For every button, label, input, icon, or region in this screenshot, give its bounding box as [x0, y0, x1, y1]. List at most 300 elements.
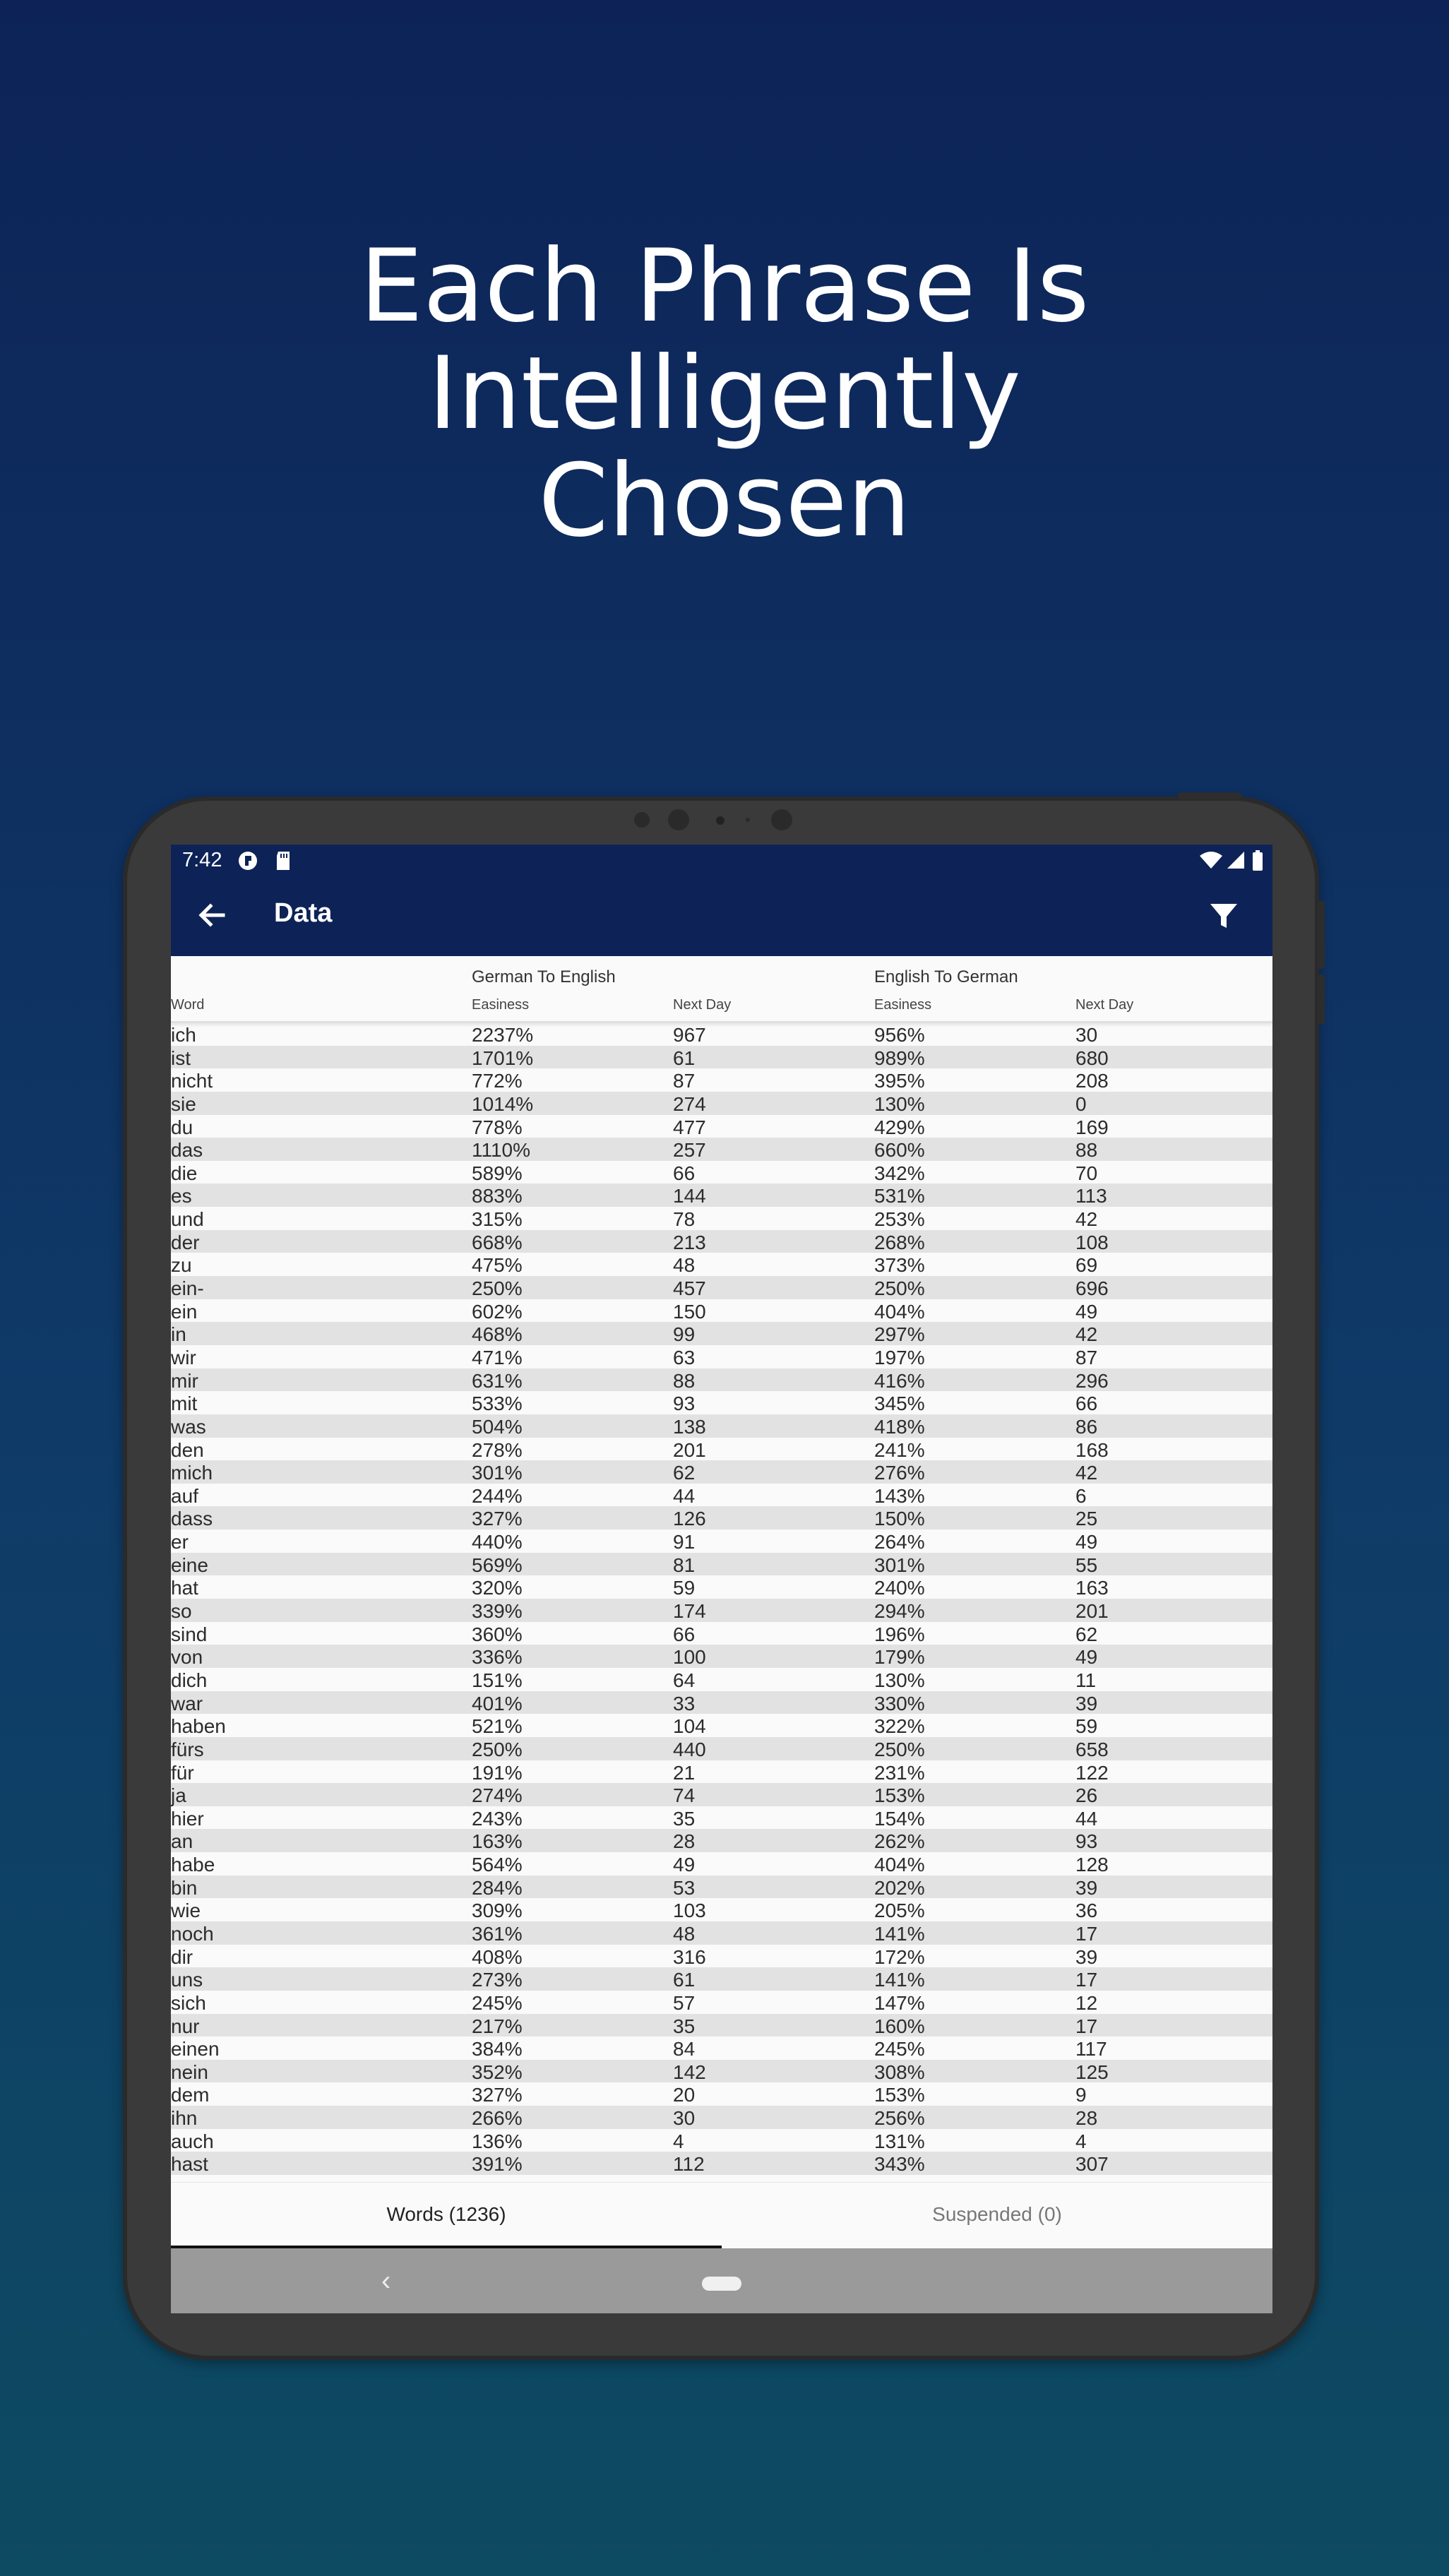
- cell-easiness-de-en: 504%: [472, 1415, 523, 1438]
- cell-next-day-en-de: 307: [1075, 2153, 1109, 2176]
- table-row[interactable]: [171, 1645, 1272, 1668]
- cell-word: nein: [171, 2061, 208, 2083]
- cell-easiness-de-en: 589%: [472, 1162, 523, 1184]
- cell-next-day-de-en: 35: [673, 2015, 696, 2037]
- cell-easiness-en-de: 294%: [874, 1600, 925, 1623]
- notification-icon: [237, 850, 258, 871]
- cell-next-day-en-de: 88: [1075, 1139, 1098, 1162]
- table-row[interactable]: [171, 1276, 1272, 1299]
- status-time: 7:42: [182, 849, 222, 871]
- table-row[interactable]: [171, 1806, 1272, 1830]
- cell-next-day-de-en: 61: [673, 1046, 696, 1069]
- table-row[interactable]: [171, 1299, 1272, 1323]
- headline: [0, 228, 1449, 559]
- cell-easiness-en-de: 147%: [874, 1991, 925, 2014]
- cell-next-day-en-de: 93: [1075, 1830, 1098, 1853]
- cell-next-day-de-en: 49: [673, 1854, 696, 1876]
- cell-easiness-en-de: 179%: [874, 1646, 925, 1669]
- table-row[interactable]: [171, 1945, 1272, 1968]
- cell-next-day-de-en: 967: [673, 1024, 706, 1046]
- table-row[interactable]: [171, 1484, 1272, 1507]
- table-row[interactable]: [171, 1530, 1272, 1553]
- headline-line-1: Each Phrase Is: [359, 228, 1090, 345]
- cell-easiness-en-de: 418%: [874, 1415, 925, 1438]
- cell-easiness-de-en: 521%: [472, 1715, 523, 1738]
- cell-next-day-de-en: 21: [673, 1761, 696, 1784]
- column-header-word[interactable]: Word: [171, 997, 205, 1013]
- table-row[interactable]: [171, 1737, 1272, 1760]
- cell-next-day-en-de: 42: [1075, 1323, 1098, 1346]
- cell-easiness-en-de: 241%: [874, 1438, 925, 1461]
- cell-next-day-de-en: 150: [673, 1300, 706, 1323]
- headline-line-2: Intelligently: [428, 335, 1021, 452]
- sd-card-icon: [274, 850, 292, 871]
- table-row[interactable]: [171, 1829, 1272, 1852]
- cell-easiness-en-de: 404%: [874, 1300, 925, 1323]
- table-row[interactable]: [171, 1230, 1272, 1253]
- cell-easiness-en-de: 301%: [874, 1554, 925, 1576]
- cell-next-day-en-de: 17: [1075, 1922, 1098, 1945]
- cell-next-day-de-en: 81: [673, 1554, 696, 1576]
- cell-easiness-de-en: 778%: [472, 1116, 523, 1138]
- cell-next-day-en-de: 296: [1075, 1369, 1109, 1392]
- cell-easiness-en-de: 153%: [874, 2084, 925, 2106]
- cell-word: er: [171, 1531, 189, 1554]
- table-row[interactable]: [171, 1368, 1272, 1392]
- cell-easiness-en-de: 268%: [874, 1231, 925, 1253]
- cell-word: einen: [171, 2038, 220, 2061]
- cell-easiness-en-de: 404%: [874, 1854, 925, 1876]
- cell-easiness-de-en: 284%: [472, 1876, 523, 1899]
- cell-easiness-en-de: 343%: [874, 2153, 925, 2176]
- filter-icon[interactable]: [1206, 898, 1241, 934]
- cell-next-day-en-de: 163: [1075, 1577, 1109, 1599]
- cell-word: mich: [171, 1462, 213, 1484]
- cell-easiness-de-en: 320%: [472, 1577, 523, 1599]
- cell-next-day-de-en: 91: [673, 1531, 696, 1554]
- cell-easiness-en-de: 429%: [874, 1116, 925, 1138]
- cell-word: ihn: [171, 2107, 198, 2130]
- cell-easiness-de-en: 217%: [472, 2015, 523, 2037]
- cell-easiness-de-en: 1014%: [472, 1092, 534, 1115]
- table-row[interactable]: [171, 2082, 1272, 2106]
- cell-easiness-en-de: 297%: [874, 1323, 925, 1346]
- front-camera: [771, 809, 792, 830]
- cell-next-day-de-en: 93: [673, 1393, 696, 1415]
- cell-next-day-de-en: 48: [673, 1922, 696, 1945]
- sensor-dot: [716, 816, 724, 825]
- cell-next-day-de-en: 66: [673, 1623, 696, 1645]
- cell-easiness-de-en: 327%: [472, 2084, 523, 2106]
- cell-next-day-en-de: 0: [1075, 1092, 1087, 1115]
- cell-next-day-de-en: 20: [673, 2084, 696, 2106]
- cell-easiness-de-en: 668%: [472, 1231, 523, 1253]
- cell-easiness-de-en: 244%: [472, 1484, 523, 1507]
- table-row[interactable]: [171, 1322, 1272, 1345]
- cell-word: für: [171, 1761, 194, 1784]
- power-button: [1178, 792, 1241, 799]
- cell-easiness-en-de: 250%: [874, 1738, 925, 1760]
- cell-word: den: [171, 1438, 204, 1461]
- table-row[interactable]: [171, 1691, 1272, 1715]
- cell-next-day-de-en: 64: [673, 1669, 696, 1691]
- cell-next-day-en-de: 6: [1075, 1484, 1087, 1507]
- cell-easiness-en-de: 989%: [874, 1046, 925, 1069]
- cell-next-day-de-en: 440: [673, 1738, 706, 1760]
- cell-next-day-en-de: 658: [1075, 1738, 1109, 1760]
- cell-next-day-en-de: 70: [1075, 1162, 1098, 1184]
- cell-word: du: [171, 1116, 193, 1138]
- cell-word: dich: [171, 1669, 208, 1691]
- cell-word: sich: [171, 1991, 206, 2014]
- cell-word: wie: [171, 1900, 201, 1922]
- cell-easiness-en-de: 956%: [874, 1024, 925, 1046]
- cell-easiness-de-en: 631%: [472, 1369, 523, 1392]
- front-camera: [668, 809, 689, 830]
- cell-easiness-en-de: 250%: [874, 1277, 925, 1300]
- cell-easiness-en-de: 172%: [874, 1945, 925, 1968]
- cell-next-day-en-de: 17: [1075, 1969, 1098, 1991]
- cell-word: noch: [171, 1922, 214, 1945]
- cell-easiness-de-en: 273%: [472, 1969, 523, 1991]
- cell-next-day-de-en: 61: [673, 1969, 696, 1991]
- headline-line-3: Chosen: [538, 443, 911, 559]
- column-header-next-day-de-en[interactable]: Next Day: [673, 997, 732, 1013]
- cell-easiness-de-en: 301%: [472, 1462, 523, 1484]
- cell-easiness-de-en: 384%: [472, 2038, 523, 2061]
- cell-easiness-en-de: 150%: [874, 1508, 925, 1530]
- cell-easiness-de-en: 602%: [472, 1300, 523, 1323]
- cell-next-day-en-de: 12: [1075, 1991, 1098, 2014]
- cell-next-day-en-de: 25: [1075, 1508, 1098, 1530]
- cell-next-day-de-en: 274: [673, 1092, 706, 1115]
- cell-easiness-de-en: 1701%: [472, 1046, 534, 1069]
- device-screen: [171, 845, 1272, 2313]
- cell-next-day-en-de: 680: [1075, 1046, 1109, 1069]
- cell-next-day-en-de: 122: [1075, 1761, 1109, 1784]
- cell-next-day-en-de: 36: [1075, 1900, 1098, 1922]
- table-row[interactable]: [171, 1460, 1272, 1484]
- cell-easiness-de-en: 360%: [472, 1623, 523, 1645]
- cell-next-day-en-de: 39: [1075, 1945, 1098, 1968]
- cell-next-day-de-en: 257: [673, 1139, 706, 1162]
- cell-word: ein: [171, 1300, 198, 1323]
- sensor-dot: [634, 812, 650, 828]
- table-row[interactable]: [171, 2060, 1272, 2083]
- cell-next-day-de-en: 88: [673, 1369, 696, 1392]
- cell-word: dass: [171, 1508, 213, 1530]
- cell-next-day-en-de: 44: [1075, 1807, 1098, 1830]
- group-header-german-to-english: German To English: [472, 967, 616, 986]
- cell-easiness-en-de: 276%: [874, 1462, 925, 1484]
- cell-easiness-de-en: 191%: [472, 1761, 523, 1784]
- cell-word: an: [171, 1830, 193, 1853]
- cell-easiness-en-de: 322%: [874, 1715, 925, 1738]
- cell-word: es: [171, 1185, 192, 1208]
- system-nav-bar: [171, 2248, 1272, 2313]
- cell-word: dir: [171, 1945, 193, 1968]
- cell-next-day-en-de: 30: [1075, 1024, 1098, 1046]
- cell-easiness-en-de: 197%: [874, 1346, 925, 1368]
- cell-easiness-en-de: 141%: [874, 1969, 925, 1991]
- cell-easiness-de-en: 151%: [472, 1669, 523, 1691]
- column-header-easiness-en-de[interactable]: Easiness: [874, 997, 932, 1013]
- cell-next-day-de-en: 316: [673, 1945, 706, 1968]
- cell-easiness-en-de: 154%: [874, 1807, 925, 1830]
- cell-next-day-de-en: 213: [673, 1231, 706, 1253]
- cell-easiness-en-de: 253%: [874, 1208, 925, 1231]
- cell-next-day-de-en: 174: [673, 1600, 706, 1623]
- cell-next-day-en-de: 86: [1075, 1415, 1098, 1438]
- cell-next-day-en-de: 49: [1075, 1300, 1098, 1323]
- cell-next-day-de-en: 100: [673, 1646, 706, 1669]
- cell-easiness-de-en: 361%: [472, 1922, 523, 1945]
- tab-bar: [171, 2182, 1272, 2249]
- cell-word: sie: [171, 1092, 196, 1115]
- cell-next-day-de-en: 87: [673, 1070, 696, 1092]
- cell-next-day-en-de: 66: [1075, 1393, 1098, 1415]
- tab-suspended[interactable]: Suspended (0): [932, 2203, 1062, 2225]
- cell-easiness-en-de: 153%: [874, 1784, 925, 1807]
- cell-easiness-en-de: 202%: [874, 1876, 925, 1899]
- cell-easiness-en-de: 373%: [874, 1254, 925, 1277]
- cell-easiness-en-de: 143%: [874, 1484, 925, 1507]
- cell-easiness-en-de: 395%: [874, 1070, 925, 1092]
- cell-next-day-de-en: 53: [673, 1876, 696, 1899]
- cell-next-day-en-de: 49: [1075, 1531, 1098, 1554]
- cell-next-day-de-en: 104: [673, 1715, 706, 1738]
- cell-word: haben: [171, 1715, 226, 1738]
- cell-word: zu: [171, 1254, 192, 1277]
- cell-next-day-de-en: 112: [673, 2153, 705, 2176]
- table-row[interactable]: [171, 1852, 1272, 1876]
- cell-easiness-en-de: 130%: [874, 1669, 925, 1691]
- cell-word: dem: [171, 2084, 210, 2106]
- table-row[interactable]: [171, 1022, 1272, 1046]
- table-row[interactable]: [171, 1783, 1272, 1806]
- cell-next-day-en-de: 39: [1075, 1876, 1098, 1899]
- group-header-english-to-german: English To German: [874, 967, 1018, 986]
- cell-next-day-en-de: 208: [1075, 1070, 1109, 1092]
- cell-next-day-de-en: 66: [673, 1162, 696, 1184]
- table-row[interactable]: [171, 1438, 1272, 1461]
- cell-word: von: [171, 1646, 203, 1669]
- cell-next-day-de-en: 4: [673, 2130, 684, 2152]
- cell-next-day-en-de: 117: [1075, 2038, 1107, 2061]
- cell-easiness-de-en: 136%: [472, 2130, 523, 2152]
- table-row[interactable]: [171, 1207, 1272, 1230]
- volume-button-up: [1318, 901, 1325, 969]
- cell-next-day-en-de: 59: [1075, 1715, 1098, 1738]
- cell-easiness-de-en: 245%: [472, 1991, 523, 2014]
- cell-word: ich: [171, 1024, 196, 1046]
- table-row[interactable]: [171, 1092, 1272, 1115]
- table-row[interactable]: [171, 2129, 1272, 2152]
- cell-next-day-en-de: 125: [1075, 2061, 1109, 2083]
- cell-easiness-en-de: 342%: [874, 1162, 925, 1184]
- cell-next-day-de-en: 142: [673, 2061, 706, 2083]
- cell-next-day-en-de: 108: [1075, 1231, 1109, 1253]
- cell-easiness-de-en: 274%: [472, 1784, 523, 1807]
- cell-easiness-en-de: 660%: [874, 1139, 925, 1162]
- table-row[interactable]: [171, 1183, 1272, 1207]
- cell-easiness-en-de: 245%: [874, 2038, 925, 2061]
- cell-word: habe: [171, 1854, 215, 1876]
- cell-easiness-de-en: 163%: [472, 1830, 523, 1853]
- table-row[interactable]: [171, 1391, 1272, 1414]
- cell-next-day-de-en: 103: [673, 1900, 706, 1922]
- table-row[interactable]: [171, 1921, 1272, 1945]
- cell-next-day-en-de: 42: [1075, 1208, 1098, 1231]
- table-row[interactable]: [171, 1414, 1272, 1438]
- battery-icon: [1251, 850, 1264, 871]
- table-row[interactable]: [171, 1506, 1272, 1530]
- cell-word: so: [171, 1600, 192, 1623]
- cell-word: auch: [171, 2130, 214, 2152]
- cell-word: eine: [171, 1554, 208, 1576]
- table-row[interactable]: [171, 1253, 1272, 1276]
- table-row[interactable]: [171, 1575, 1272, 1599]
- cell-easiness-de-en: 243%: [472, 1807, 523, 1830]
- cell-next-day-en-de: 62: [1075, 1623, 1098, 1645]
- cell-easiness-de-en: 278%: [472, 1438, 523, 1461]
- cell-easiness-en-de: 256%: [874, 2107, 925, 2130]
- cell-word: die: [171, 1162, 198, 1184]
- cell-next-day-en-de: 55: [1075, 1554, 1098, 1576]
- cell-next-day-de-en: 126: [673, 1508, 706, 1530]
- cell-easiness-de-en: 266%: [472, 2107, 523, 2130]
- cell-easiness-en-de: 345%: [874, 1393, 925, 1415]
- cell-easiness-de-en: 468%: [472, 1323, 523, 1346]
- cell-next-day-en-de: 87: [1075, 1346, 1098, 1368]
- cell-next-day-en-de: 9: [1075, 2084, 1087, 2106]
- cell-next-day-de-en: 44: [673, 1484, 696, 1507]
- table-row[interactable]: [171, 2152, 1272, 2175]
- cell-easiness-de-en: 471%: [472, 1346, 523, 1368]
- cell-easiness-de-en: 339%: [472, 1600, 523, 1623]
- cell-next-day-de-en: 48: [673, 1254, 696, 1277]
- cell-next-day-en-de: 11: [1075, 1669, 1097, 1691]
- nav-home-pill[interactable]: [702, 2277, 741, 2291]
- cell-word: mir: [171, 1369, 198, 1392]
- table-header: [171, 956, 1272, 1023]
- table-row[interactable]: [171, 1622, 1272, 1645]
- cell-next-day-en-de: 168: [1075, 1438, 1109, 1461]
- cell-word: nur: [171, 2015, 200, 2037]
- cell-word: das: [171, 1139, 203, 1162]
- cell-word: wir: [171, 1346, 196, 1368]
- cell-easiness-en-de: 196%: [874, 1623, 925, 1645]
- cell-easiness-de-en: 440%: [472, 1531, 523, 1554]
- cell-next-day-en-de: 696: [1075, 1277, 1109, 1300]
- cell-next-day-en-de: 201: [1075, 1600, 1109, 1623]
- table-row[interactable]: [171, 1553, 1272, 1576]
- cell-next-day-de-en: 99: [673, 1323, 696, 1346]
- cell-easiness-en-de: 141%: [874, 1922, 925, 1945]
- cell-next-day-en-de: 42: [1075, 1462, 1098, 1484]
- cell-word: hier: [171, 1807, 204, 1830]
- table-row[interactable]: [171, 1668, 1272, 1691]
- back-arrow-icon[interactable]: [192, 895, 232, 935]
- cell-next-day-en-de: 39: [1075, 1692, 1098, 1715]
- cell-word: uns: [171, 1969, 203, 1991]
- table-row[interactable]: [171, 1046, 1272, 1069]
- cell-easiness-en-de: 131%: [874, 2130, 925, 2152]
- cell-easiness-de-en: 250%: [472, 1738, 523, 1760]
- table-row[interactable]: [171, 1599, 1272, 1622]
- cell-next-day-de-en: 62: [673, 1462, 696, 1484]
- cell-easiness-de-en: 391%: [472, 2153, 523, 2176]
- cell-easiness-en-de: 416%: [874, 1369, 925, 1392]
- cell-next-day-en-de: 113: [1075, 1185, 1107, 1208]
- table-row[interactable]: [171, 1115, 1272, 1138]
- cell-next-day-de-en: 28: [673, 1830, 696, 1853]
- table-row[interactable]: [171, 2106, 1272, 2129]
- cell-easiness-en-de: 264%: [874, 1531, 925, 1554]
- table-row[interactable]: [171, 1876, 1272, 1899]
- tab-words[interactable]: Words (1236): [171, 2183, 722, 2249]
- cell-next-day-de-en: 457: [673, 1277, 706, 1300]
- table-row[interactable]: [171, 1898, 1272, 1921]
- table-body[interactable]: [171, 1022, 1272, 2176]
- cell-easiness-de-en: 309%: [472, 1900, 523, 1922]
- cell-easiness-en-de: 262%: [874, 1830, 925, 1853]
- table-row[interactable]: [171, 1138, 1272, 1161]
- cell-easiness-de-en: 533%: [472, 1393, 523, 1415]
- cell-next-day-de-en: 201: [673, 1438, 706, 1461]
- table-row[interactable]: [171, 2037, 1272, 2060]
- column-header-next-day-en-de[interactable]: Next Day: [1075, 997, 1134, 1013]
- table-row[interactable]: [171, 1991, 1272, 2014]
- table-row[interactable]: [171, 1714, 1272, 1737]
- cell-word: nicht: [171, 1070, 213, 1092]
- cell-word: bin: [171, 1876, 198, 1899]
- cell-word: was: [171, 1415, 206, 1438]
- cell-next-day-en-de: 128: [1075, 1854, 1109, 1876]
- sensor-dot: [746, 818, 750, 822]
- nav-back-icon[interactable]: ‹: [381, 2265, 391, 2296]
- table-row[interactable]: [171, 1161, 1272, 1184]
- table-row[interactable]: [171, 1068, 1272, 1092]
- cell-next-day-de-en: 57: [673, 1991, 696, 2014]
- cell-easiness-de-en: 408%: [472, 1945, 523, 1968]
- cell-easiness-de-en: 772%: [472, 1070, 523, 1092]
- cell-easiness-de-en: 1110%: [472, 1139, 531, 1162]
- cell-next-day-de-en: 63: [673, 1346, 696, 1368]
- cell-easiness-en-de: 205%: [874, 1900, 925, 1922]
- status-bar: [171, 845, 1272, 874]
- cell-next-day-de-en: 74: [673, 1784, 696, 1807]
- cell-word: und: [171, 1208, 204, 1231]
- cell-next-day-de-en: 35: [673, 1807, 696, 1830]
- table-row[interactable]: [171, 2014, 1272, 2037]
- cell-easiness-en-de: 240%: [874, 1577, 925, 1599]
- wifi-icon: [1199, 850, 1223, 870]
- volume-button-down: [1318, 974, 1325, 1024]
- cell-next-day-de-en: 33: [673, 1692, 696, 1715]
- cell-word: sind: [171, 1623, 208, 1645]
- cell-word: auf: [171, 1484, 198, 1507]
- table-row[interactable]: [171, 1345, 1272, 1368]
- cell-word: ja: [171, 1784, 186, 1807]
- column-header-easiness-de-en[interactable]: Easiness: [472, 997, 530, 1013]
- cell-easiness-de-en: 315%: [472, 1208, 523, 1231]
- page-title: Data: [274, 898, 333, 928]
- table-row[interactable]: [171, 1967, 1272, 1991]
- cell-next-day-de-en: 84: [673, 2038, 696, 2061]
- cell-next-day-en-de: 4: [1075, 2130, 1087, 2152]
- table-row[interactable]: [171, 1760, 1272, 1784]
